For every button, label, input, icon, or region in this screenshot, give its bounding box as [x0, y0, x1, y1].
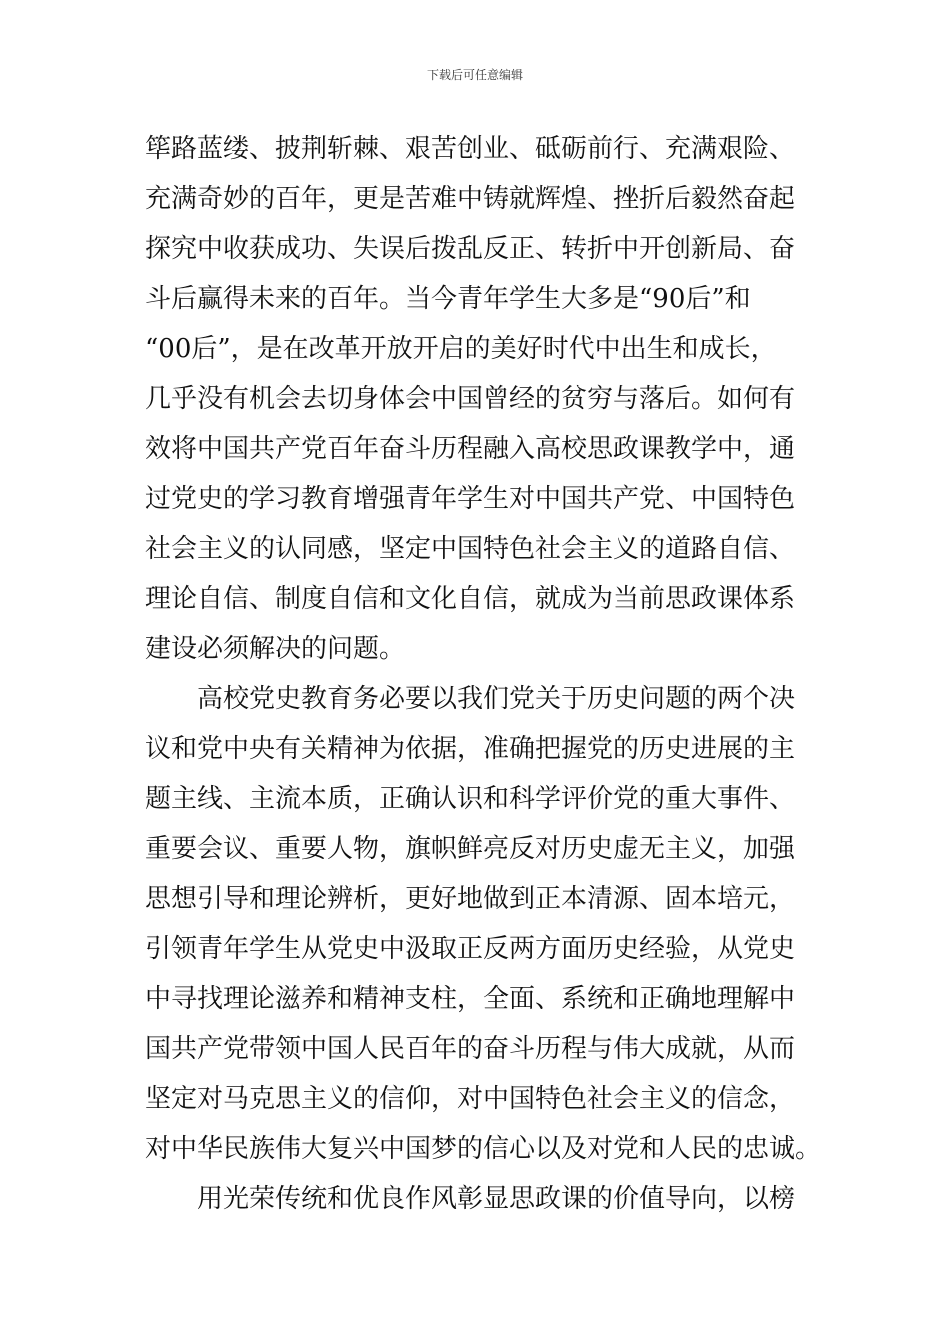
- text-line: “00后”，是在改革开放开启的美好时代中出生和成长，: [145, 334, 777, 364]
- page-header: 下载后可任意编辑: [426, 68, 523, 82]
- text-line: 重要会议、重要人物，旗帜鲜亮反对历史虚无主义，加强: [145, 834, 796, 864]
- paragraph-3: [145, 1174, 815, 1224]
- text-line: 过党史的学习教育增强青年学生对中国共产党、中国特色: [145, 484, 796, 514]
- text-line: 思想引导和理论辨析，更好地做到正本清源、固本培元，: [145, 884, 796, 914]
- text-line: 题主线、主流本质，正确认识和科学评价党的重大事件、: [145, 784, 796, 814]
- text-line: 理论自信、制度自信和文化自信，就成为当前思政课体系: [145, 584, 796, 614]
- text-line: 充满奇妙的百年，更是苦难中铸就辉煌、挫折后毅然奋起: [145, 184, 796, 214]
- text-line: 对中华民族伟大复兴中国梦的信心以及对党和人民的忠诚。: [145, 1134, 822, 1164]
- document-body: [145, 124, 822, 1224]
- text-line: 探究中收获成功、失误后拨乱反正、转折中开创新局、奋: [145, 234, 796, 264]
- text-line: 效将中国共产党百年奋斗历程融入高校思政课教学中，通: [145, 434, 796, 464]
- text-line: 议和党中央有关精神为依据，准确把握党的历史进展的主: [145, 734, 796, 764]
- text-line: 斗后赢得未来的百年。当今青年学生大多是“90后”和: [145, 284, 751, 314]
- text-line: 坚定对马克思主义的信仰，对中国特色社会主义的信念，: [145, 1084, 796, 1114]
- text-line: 国共产党带领中国人民百年的奋斗历程与伟大成就，从而: [145, 1034, 796, 1064]
- text-line: 引领青年学生从党史中汲取正反两方面历史经验，从党史: [145, 934, 796, 964]
- text-line: 高校党史教育务必要以我们党关于历史问题的两个决: [197, 684, 796, 714]
- text-line: 社会主义的认同感，坚定中国特色社会主义的道路自信、: [145, 534, 796, 564]
- paragraph-1: [145, 124, 815, 674]
- text-line: 几乎没有机会去切身体会中国曾经的贫穷与落后。如何有: [145, 384, 796, 414]
- paragraph-2: [145, 674, 822, 1174]
- text-line: 中寻找理论滋养和精神支柱，全面、系统和正确地理解中: [145, 984, 796, 1014]
- text-line: 用光荣传统和优良作风彰显思政课的价值导向，以榜: [197, 1184, 796, 1214]
- text-line: 筚路蓝缕、披荆斩棘、艰苦创业、砥砺前行、充满艰险、: [145, 134, 796, 164]
- text-line: 建设必须解决的问题。: [145, 634, 406, 664]
